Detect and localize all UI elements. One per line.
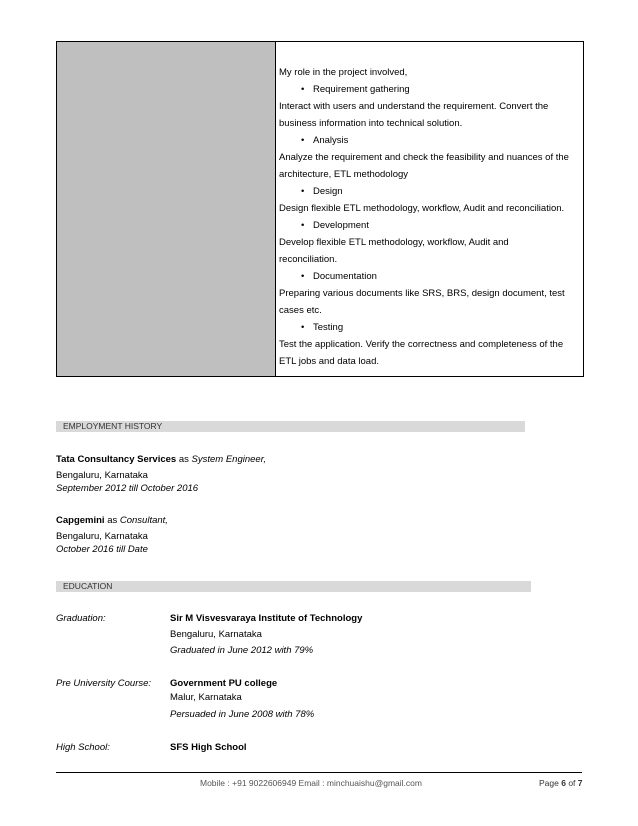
institution-name: [170, 741, 247, 754]
job-period: [56, 543, 148, 556]
bullet-description: Design flexible ETL methodology, workflow, Audit and reconciliation.: [279, 203, 565, 214]
job-role: Consultant,: [119, 515, 168, 526]
bullet-description: Interact with users and understand the requirement. Convert the: [279, 101, 549, 112]
employment-history-heading: EMPLOYMENT HISTORY: [56, 421, 525, 432]
bullet-description: architecture, ETL methodology: [279, 169, 409, 180]
bullet-icon: •: [301, 322, 305, 333]
education-level: [56, 677, 151, 690]
footer-contact: Mobile : +91 9022606949 Email : minchuaishu@gmail.com: [200, 778, 422, 788]
job-title-line: [56, 453, 266, 466]
bullet-heading: Design: [313, 186, 343, 197]
institution-name: [170, 612, 362, 625]
bullet-heading: Development: [313, 220, 369, 231]
institution-name: [170, 677, 277, 690]
education-level: [56, 741, 110, 754]
education-level-text: Pre University Course:: [56, 678, 152, 689]
education-note-text: Graduated in June 2012 with 79%: [170, 645, 314, 656]
project-table-right-cell: [277, 42, 583, 376]
institution-name-text: Sir M Visvesvaraya Institute of Technology: [170, 613, 363, 624]
page-number: [539, 778, 583, 788]
job-title-line: [56, 514, 168, 527]
footer-divider: [56, 772, 582, 773]
institution-name-text: SFS High School: [170, 742, 247, 753]
bullet-description: Preparing various documents like SRS, BRS, design document, test: [279, 288, 565, 299]
company-name: Tata Consultancy Services: [56, 454, 177, 465]
bullet-item: [279, 132, 581, 149]
education-note-text: Persuaded in June 2008 with 78%: [170, 709, 315, 720]
bullet-heading: Testing: [313, 322, 344, 333]
job-location: Bengaluru, Karnataka: [56, 531, 148, 542]
project-table-left-cell: [57, 42, 276, 376]
bullet-description: Test the application. Verify the correctness and completeness of the: [279, 339, 564, 350]
education-level-text: High School:: [56, 742, 110, 753]
job-period-text: October 2016 till Date: [56, 544, 148, 555]
bullet-heading: Documentation: [313, 271, 377, 282]
education-heading: EDUCATION: [56, 581, 531, 592]
bullet-description: Analyze the requirement and check the feasibility and nuances of the: [279, 152, 569, 163]
job-role: System Engineer,: [191, 454, 266, 465]
education-level: [56, 612, 106, 625]
page-total: 7: [577, 778, 583, 788]
bullet-item: [279, 81, 581, 98]
bullet-heading: Requirement gathering: [313, 84, 410, 95]
bullet-icon: •: [301, 271, 305, 282]
job-period: [56, 482, 198, 495]
page-current: 6: [561, 778, 566, 788]
bullet-icon: •: [301, 220, 305, 231]
page-of: of: [565, 778, 578, 788]
bullet-icon: •: [301, 84, 305, 95]
bullet-description: business information into technical solution.: [279, 118, 463, 129]
education-level-text: Graduation:: [56, 613, 106, 624]
bullet-description: cases etc.: [279, 305, 322, 316]
education-note: [170, 708, 314, 721]
bullet-item: [279, 217, 581, 234]
education-note: [170, 644, 313, 657]
bullet-heading: Analysis: [313, 135, 349, 146]
institution-location: Malur, Karnataka: [170, 692, 242, 703]
project-table: [56, 41, 584, 377]
bullet-icon: •: [301, 186, 305, 197]
bullet-item: [279, 183, 581, 200]
role-intro: My role in the project involved,: [279, 67, 408, 78]
job-period-text: September 2012 till October 2016: [56, 483, 199, 494]
bullet-description: Develop flexible ETL methodology, workflow, Audit and: [279, 237, 509, 248]
bullet-description: reconciliation.: [279, 254, 338, 265]
bullet-icon: •: [301, 135, 305, 146]
page-prefix: Page: [539, 778, 562, 788]
bullet-item: [279, 268, 581, 285]
job-location: Bengaluru, Karnataka: [56, 470, 148, 481]
company-name: Capgemini: [56, 515, 105, 526]
institution-location: Bengaluru, Karnataka: [170, 629, 262, 640]
as-word: as: [176, 454, 192, 465]
bullet-description: ETL jobs and data load.: [279, 356, 379, 367]
bullet-item: [279, 319, 581, 336]
institution-name-text: Government PU college: [170, 678, 278, 689]
as-word: as: [104, 515, 120, 526]
